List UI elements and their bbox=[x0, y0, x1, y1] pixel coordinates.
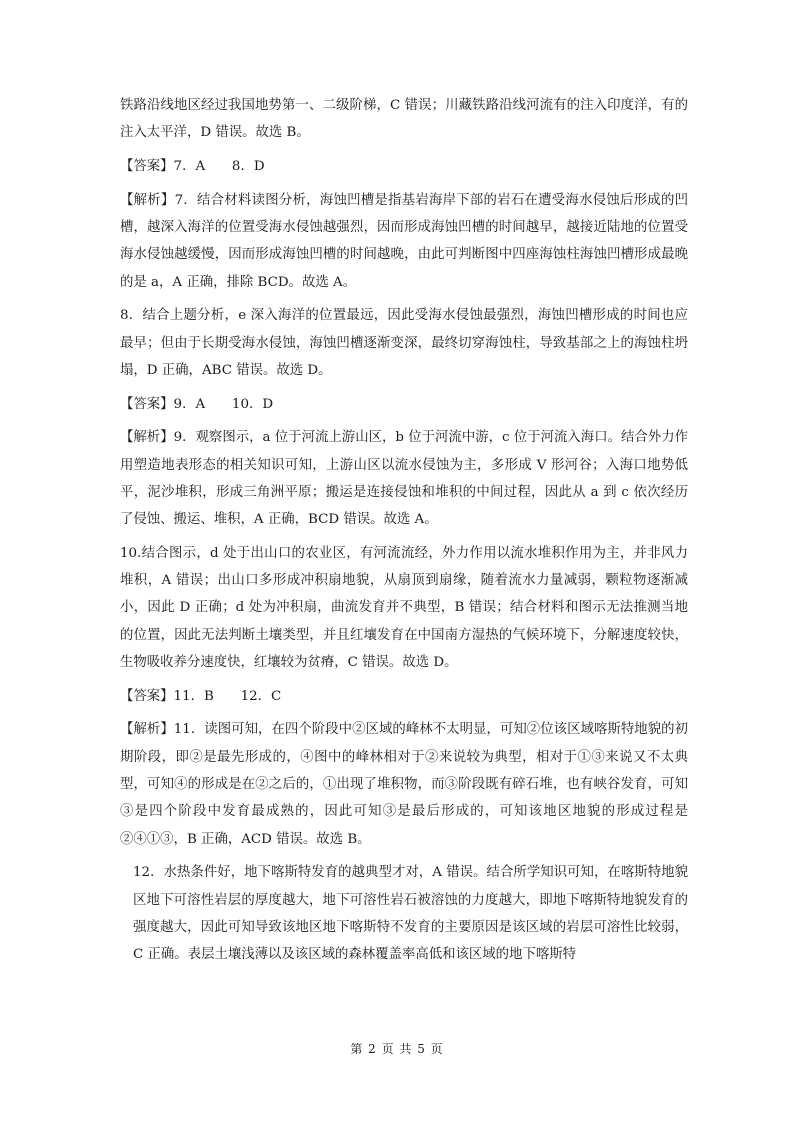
analysis-8: 8．结合上题分析，e 深入海洋的位置最远，因此受海水侵蚀最强烈，海蚀凹槽形成的时间也应最早；但由于长期受海水侵蚀，海蚀凹槽逐渐变深，最终切穿海蚀柱，导致基部之上的海蚀柱坍塌，D 正确，ABC 错误。故选 D。 bbox=[120, 308, 688, 378]
answer-9-10: 【答案】9．A 10．D bbox=[120, 396, 274, 412]
paragraph-continuation: 铁路沿线地区经过我国地势第一、二级阶梯，C 错误；川藏铁路沿线河流有的注入印度洋，有的注入太平洋，D 错误。故选 B。 bbox=[120, 98, 688, 141]
analysis-11: 【解析】11．读图可知，在四个阶段中②区域的峰林不太明显，可知②位该区域喀斯特地貌的初期阶段，即②是最先形成的，④图中的峰林相对于②来说较为典型，相对于①③来说又不太典型，可知④的形成是在②之后的，①出现了堆积物，而③阶段既有碎石堆，也有峡谷发育，可知③是四个阶段中发育最成熟的，因此可知③是最后形成的，可知该地区地貌的形成过程是②④①③，B 正确，ACD 错误。故选 B。 bbox=[120, 722, 688, 847]
analysis-12: 12．水热条件好，地下喀斯特发育的越典型才对，A 错误。结合所学知识可知，在喀斯特地貌区地下可溶性岩层的厚度越大，地下可溶性岩石被溶蚀的力度越大，即地下喀斯特地貌发育的强度越大，因此可知导致该地区地下喀斯特不发育的主要原因是该区域的岩层可溶性比较弱，C 正确。表层土壤浅薄以及该区域的森林覆盖率高低和该区域的地下喀斯特 bbox=[133, 865, 688, 963]
analysis-10: 10.结合图示，d 处于出山口的农业区，有河流流经，外力作用以流水堆积作用为主，并非风力堆积，A 错误；出山口多形成冲积扇地貌，从扇顶到扇缘，随着流水力量减弱，颗粒物逐渐减小，因此 D 正确；d 处为冲积扇，曲流发育并不典型，B 错误；结合材料和图示无法推测当地的位置，因此无法判断土壤类型，并且红壤发育在中国南方湿热的气候环境下，分解速度较快，生物吸收养分速度快，红壤较为贫瘠，C 错误。故选 D。 bbox=[120, 545, 688, 670]
analysis-9: 【解析】9．观察图示，a 位于河流上游山区，b 位于河流中游，c 位于河流入海口。结合外力作用塑造地表形态的相关知识可知，上游山区以流水侵蚀为主，多形成 V 形河谷；入海口地势低平，泥沙堆积，形成三角洲平原；搬运是连接侵蚀和堆积的中间过程，因此从 a 到 c 依次经历了侵蚀、搬运、堆积，A 正确，BCD 错误。故选 A。 bbox=[120, 430, 688, 528]
answer-11-12: 【答案】11．B 12．C bbox=[120, 688, 282, 704]
page-number-footer: 第 2 页 共 5 页 bbox=[350, 1042, 444, 1056]
page-body bbox=[120, 92, 688, 975]
analysis-7: 【解析】7．结合材料读图分析，海蚀凹槽是指基岩海岸下部的岩石在遭受海水侵蚀后形成的凹槽，越深入海洋的位置受海水侵蚀越强烈，因而形成海蚀凹槽的时间越早，越接近陆地的位置受海水侵蚀越缓慢，因而形成海蚀凹槽的时间越晚，由此可判断图中四座海蚀柱海蚀凹槽形成最晚的是 a，A 正确，排除 BCD。故选 A。 bbox=[120, 192, 688, 290]
answer-7-8: 【答案】7．A 8．D bbox=[120, 158, 265, 174]
